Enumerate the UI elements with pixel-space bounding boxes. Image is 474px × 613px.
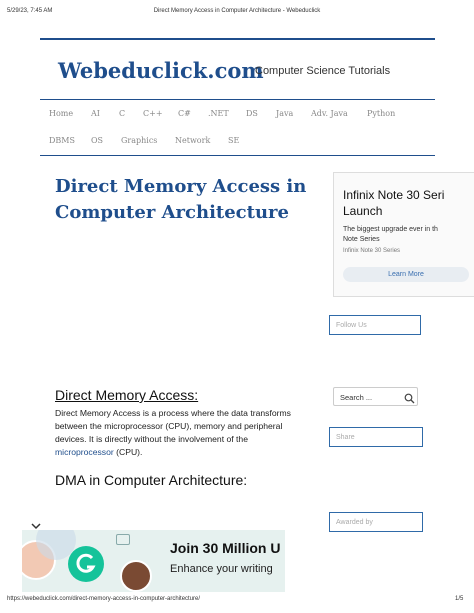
site-tagline: Computer Science Tutorials [255, 65, 391, 77]
article-title-line1: Direct Memory Access in [55, 176, 307, 197]
nav-item-csharp[interactable]: C# [178, 109, 191, 118]
awarded-by-widget: Awarded by [329, 512, 423, 532]
bottom-ad-subline: Enhance your writing [170, 563, 273, 575]
print-footer-page: 1/5 [455, 596, 464, 602]
search-box[interactable] [333, 387, 418, 406]
nav-item-cpp[interactable]: C++ [143, 109, 163, 118]
paragraph-tail: (CPU). [113, 447, 143, 457]
nav-item-os[interactable]: OS [91, 136, 104, 145]
site-logo[interactable]: Webeduclick.com [58, 58, 264, 83]
nav-item-ai[interactable]: AI [91, 109, 100, 118]
mail-icon [116, 534, 130, 545]
nav-item-se[interactable]: SE [228, 136, 240, 145]
microprocessor-link[interactable]: microprocessor [55, 447, 114, 457]
nav-item-java[interactable]: Java [276, 109, 294, 118]
ad-headline-line2: Launch [343, 204, 383, 218]
search-input[interactable]: Search ... [340, 393, 373, 402]
nav-item-c[interactable]: C [119, 109, 126, 118]
ad-headline [343, 187, 444, 219]
search-icon[interactable] [404, 391, 415, 409]
print-footer-url[interactable]: https://webeduclick.com/direct-memory-access-in-computer-architecture/ [7, 596, 201, 602]
print-datetime: 5/29/23, 7:45 AM [7, 8, 53, 14]
ad-desc-line2: Note Series [343, 236, 380, 243]
paragraph-line: between the microprocessor (CPU), memory and peripheral [55, 421, 283, 431]
grammarly-logo-icon [68, 546, 104, 582]
ad-description [343, 225, 438, 245]
nav-item-adv-java[interactable]: Adv. Java [311, 109, 348, 118]
bottom-ad-banner[interactable] [22, 530, 285, 592]
nav-item-dbms[interactable]: DBMS [49, 136, 75, 145]
nav-item-dotnet[interactable]: .NET [208, 109, 229, 118]
share-widget[interactable]: Share [329, 427, 423, 447]
nav-item-graphics[interactable]: Graphics [121, 136, 158, 145]
nav-bottom-rule [40, 155, 435, 156]
nav-top-rule [40, 99, 435, 100]
article-title [55, 174, 306, 226]
ad-learn-more-button[interactable]: Learn More [343, 267, 469, 282]
sidebar-ad[interactable] [333, 172, 474, 297]
ad-brand: Infinix Note 30 Series [343, 248, 401, 254]
section-heading-dma-architecture: DMA in Computer Architecture: [55, 472, 248, 488]
paragraph-line: Direct Memory Access is a process where the data transforms [55, 408, 291, 418]
section-heading-dma: Direct Memory Access: [55, 387, 199, 403]
ad-desc-line1: The biggest upgrade ever in th [343, 226, 438, 233]
article-title-line2: Computer Architecture [55, 202, 289, 223]
nav-item-home[interactable]: Home [49, 109, 74, 118]
header-top-rule [40, 38, 435, 40]
print-title: Direct Memory Access in Computer Architecture - Webeduclick [153, 8, 321, 14]
nav-item-python[interactable]: Python [367, 109, 396, 118]
section-paragraph-dma [55, 407, 320, 459]
ad-headline-line1: Infinix Note 30 Seri [343, 188, 445, 202]
paragraph-line: devices. It is directly without the involvement of the [55, 434, 248, 444]
follow-us-widget[interactable]: Follow Us [329, 315, 421, 335]
nav-item-ds[interactable]: DS [246, 109, 258, 118]
bottom-ad-headline: Join 30 Million U [170, 540, 281, 556]
nav-item-network[interactable]: Network [175, 136, 211, 145]
person-avatar-2 [120, 560, 152, 592]
